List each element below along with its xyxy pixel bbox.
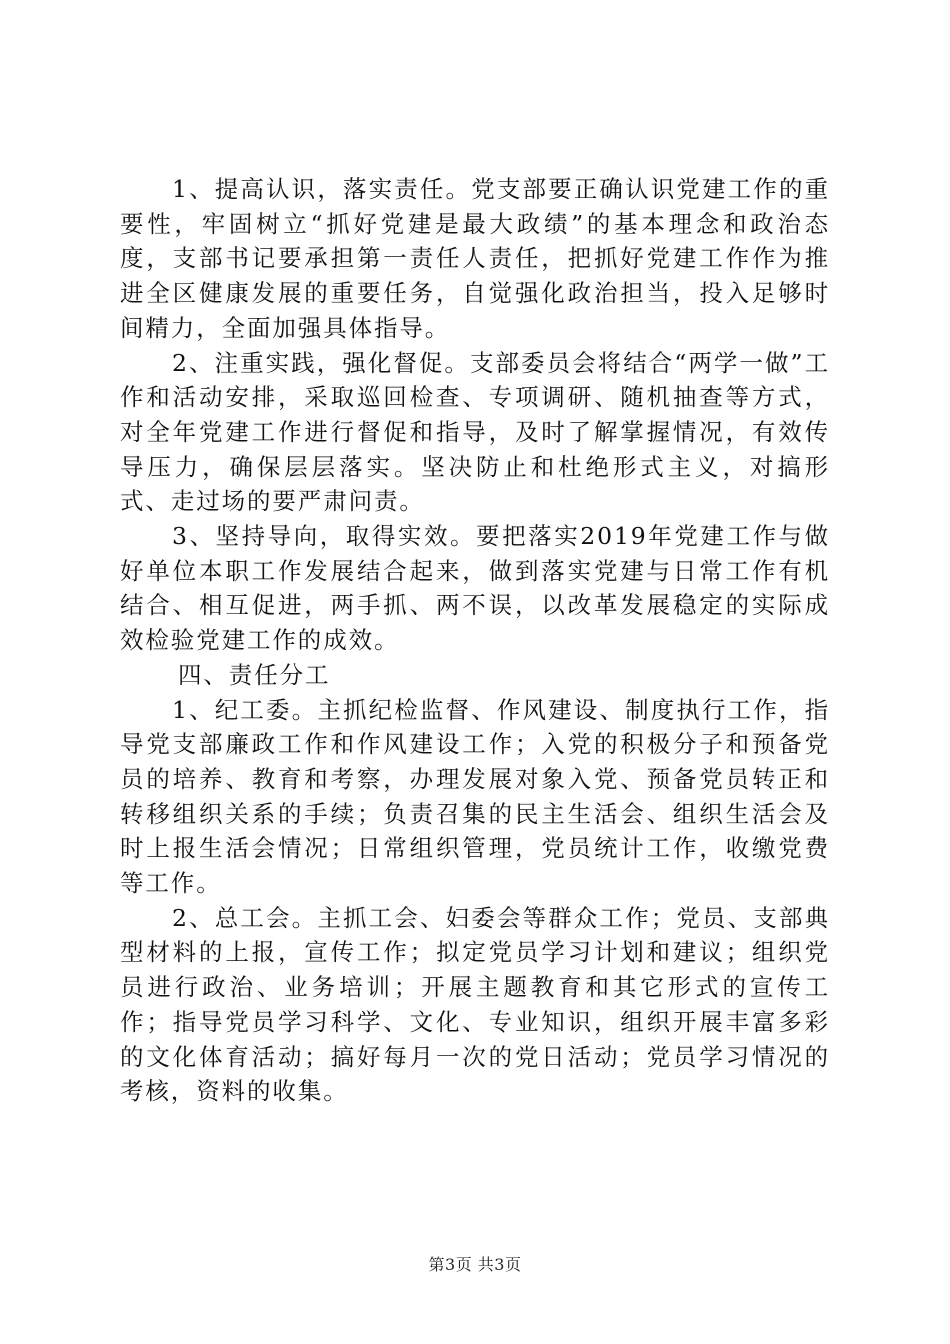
- page-number-footer: 第3页 共3页: [428, 1255, 522, 1274]
- section-heading-responsibility: 四、责任分工: [178, 660, 331, 689]
- paragraph-focus-practice: 2、注重实践，强化督促。支部委员会将结合“两学一做”工作和活动安排，采取巡回检查、专项调研、随机抽查等方式，对全年党建工作进行督促和指导，及时了解掌握情况，有效传导压力，确保层层落实。坚决防止和杜绝形式主义，对搞形式、走过场的要严肃问责。: [120, 348, 830, 516]
- document-body: [120, 172, 830, 1109]
- paragraph-raise-awareness: 1、提高认识，落实责任。党支部要正确认识党建工作的重要性，牢固树立“抓好党建是最大政绩”的基本理念和政治态度，支部书记要承担第一责任人责任，把抓好党建工作作为推进全区健康发展的重要任务，自觉强化政治担当，投入足够时间精力，全面加强具体指导。: [120, 175, 830, 342]
- paragraph-discipline-committee: 1、纪工委。主抓纪检监督、作风建设、制度执行工作，指导党支部廉政工作和作风建设工作；入党的积极分子和预备党员的培养、教育和考察，办理发展对象入党、预备党员转正和转移组织关系的手续；负责召集的民主生活会、组织生活会及时上报生活会情况；日常组织管理，党员统计工作，收缴党费等工作。: [120, 695, 830, 898]
- paragraph-trade-union: 2、总工会。主抓工会、妇委会等群众工作；党员、支部典型材料的上报，宣传工作；拟定党员学习计划和建议；组织党员进行政治、业务培训；开展主题教育和其它形式的宣传工作；指导党员学习科学、文化、专业知识，组织开展丰富多彩的文化体育活动；搞好每月一次的党日活动；党员学习情况的考核，资料的收集。: [120, 903, 830, 1106]
- paragraph-adhere-guidance: 3、坚持导向，取得实效。要把落实2019年党建工作与做好单位本职工作发展结合起来，做到落实党建与日常工作有机结合、相互促进，两手抓、两不误，以改革发展稳定的实际成效检验党建工作的成效。: [120, 522, 830, 655]
